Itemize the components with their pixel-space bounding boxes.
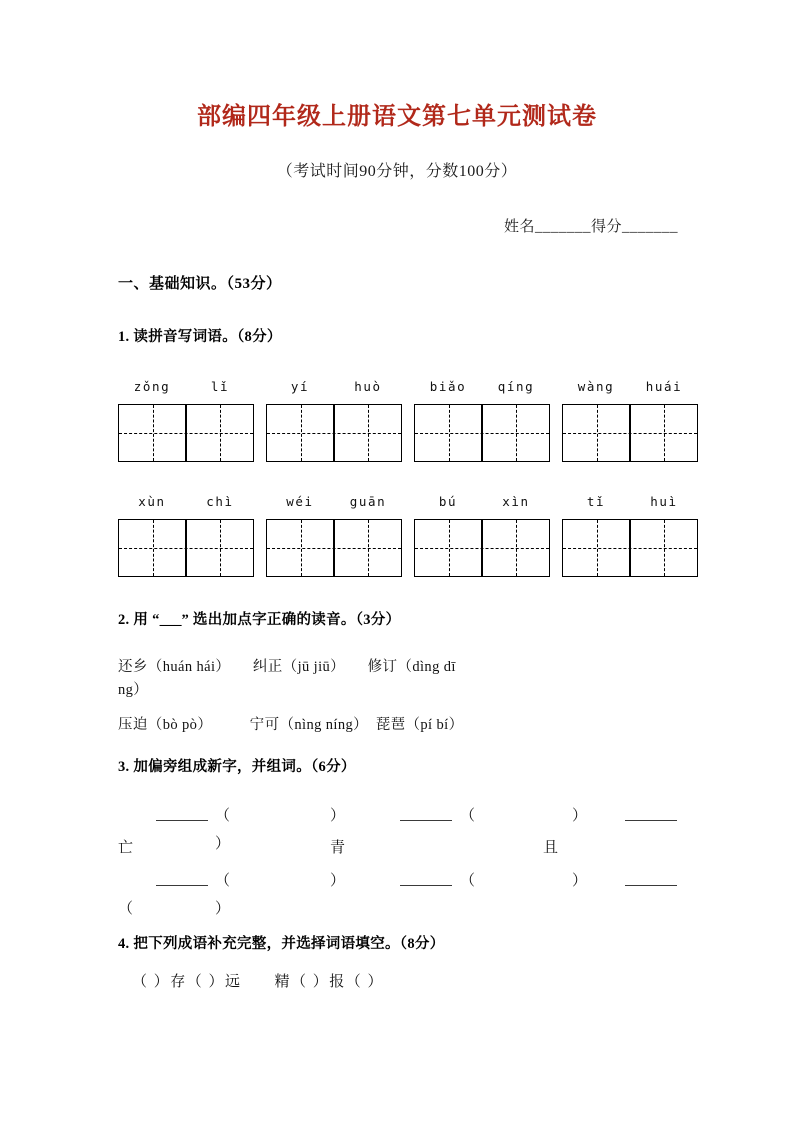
grid-guide-line	[597, 520, 598, 576]
question-2-line-2: 压迫（bò pò） 宁可（nìng níng） 琵琶（pí bí）	[118, 717, 464, 733]
writing-grid-row-2	[118, 519, 698, 577]
question-4-heading: 4. 把下列成语补充完整，并选择词语填空。（8分）	[118, 936, 445, 952]
tianzige-box-group[interactable]	[414, 519, 550, 577]
tianzige-box-group[interactable]	[266, 404, 402, 462]
radical-character-qing: 青	[330, 840, 346, 856]
grid-guide-line	[449, 520, 450, 576]
answer-blank[interactable]	[400, 885, 452, 886]
tianzige-box-group[interactable]	[562, 519, 698, 577]
pinyin-syllable: chì	[206, 494, 234, 509]
grid-guide-line	[301, 520, 302, 576]
grid-guide-line	[153, 405, 154, 461]
question-1-heading: 1. 读拼音写词语。（8分）	[118, 329, 282, 345]
tianzige-box-group[interactable]	[414, 404, 550, 462]
pinyin-syllable: wéi	[286, 494, 314, 509]
grid-guide-line	[301, 405, 302, 461]
grid-guide-line	[220, 405, 221, 461]
answer-blank[interactable]	[625, 820, 677, 821]
pinyin-syllable: yí	[290, 379, 310, 394]
paren-close: ）	[215, 901, 231, 917]
grid-guide-line	[597, 405, 598, 461]
pinyin-syllable: tǐ	[586, 494, 606, 509]
pinyin-syllable: huì	[650, 494, 678, 509]
paren-open: （	[460, 808, 476, 824]
pinyin-syllable: zǒng	[133, 379, 171, 394]
grid-guide-line	[516, 520, 517, 576]
question-2-heading-prefix: 2. 用 “	[118, 612, 160, 628]
section-heading-basic-knowledge: 一、基础知识。（53分）	[118, 276, 282, 292]
tianzige-box-group[interactable]	[118, 404, 254, 462]
pinyin-syllable: biǎo	[429, 379, 467, 394]
pinyin-syllable: huò	[354, 379, 382, 394]
answer-blank[interactable]	[625, 885, 677, 886]
pinyin-syllable: bú	[438, 494, 458, 509]
paren-open: （	[215, 808, 231, 824]
grid-guide-line	[449, 405, 450, 461]
question-4-idioms-line: （ ）存（ ）远 精（ ）报（ ）	[132, 974, 385, 990]
pinyin-syllable: guān	[349, 494, 387, 509]
answer-blank[interactable]	[400, 820, 452, 821]
tianzige-box-group[interactable]	[266, 519, 402, 577]
paren-close: ）	[330, 873, 346, 889]
pinyin-syllable: wàng	[577, 379, 615, 394]
tianzige-box-group[interactable]	[562, 404, 698, 462]
grid-guide-line	[368, 405, 369, 461]
question-2-line-1-continuation: ng）	[118, 682, 149, 698]
tianzige-box-group[interactable]	[118, 519, 254, 577]
grid-guide-line	[368, 520, 369, 576]
pinyin-syllable: huái	[645, 379, 683, 394]
radical-character-qie: 且	[543, 840, 559, 856]
grid-guide-line	[153, 520, 154, 576]
paren-close: ）	[330, 808, 346, 824]
grid-guide-line	[664, 405, 665, 461]
pinyin-row-1	[118, 379, 698, 399]
exam-info-subtitle: （考试时间90分钟，分数100分）	[276, 163, 518, 180]
paren-open: （	[215, 873, 231, 889]
paren-open: （	[460, 873, 476, 889]
question-3-heading: 3. 加偏旁组成新字，并组词。（6分）	[118, 759, 356, 775]
pinyin-syllable: xùn	[138, 494, 166, 509]
grid-guide-line	[220, 520, 221, 576]
pinyin-syllable: lǐ	[210, 379, 230, 394]
radical-character-wang: 亡	[118, 840, 134, 856]
answer-blank[interactable]	[156, 820, 208, 821]
grid-guide-line	[516, 405, 517, 461]
pinyin-row-2	[118, 494, 698, 514]
question-2-line-1: 还乡（huán hái） 纠正（jū jiū） 修订（dìng dī	[118, 659, 456, 675]
pinyin-syllable: qíng	[497, 379, 535, 394]
paren-close: ）	[572, 808, 588, 824]
pinyin-syllable: xìn	[502, 494, 530, 509]
writing-grid-row-1	[118, 404, 698, 462]
paren-open: （	[118, 901, 134, 917]
paren-close: ）	[215, 836, 231, 852]
paren-close: ）	[572, 873, 588, 889]
grid-guide-line	[664, 520, 665, 576]
name-and-score-line: 姓名_______得分_______	[503, 219, 678, 235]
question-2-heading-suffix: ” 选出加点字正确的读音。（3分）	[181, 612, 401, 628]
question-2-heading	[118, 608, 400, 629]
underline-mark-symbol: ___	[159, 612, 182, 628]
answer-blank[interactable]	[156, 885, 208, 886]
page-title: 部编四年级上册语文第七单元测试卷	[197, 104, 597, 130]
